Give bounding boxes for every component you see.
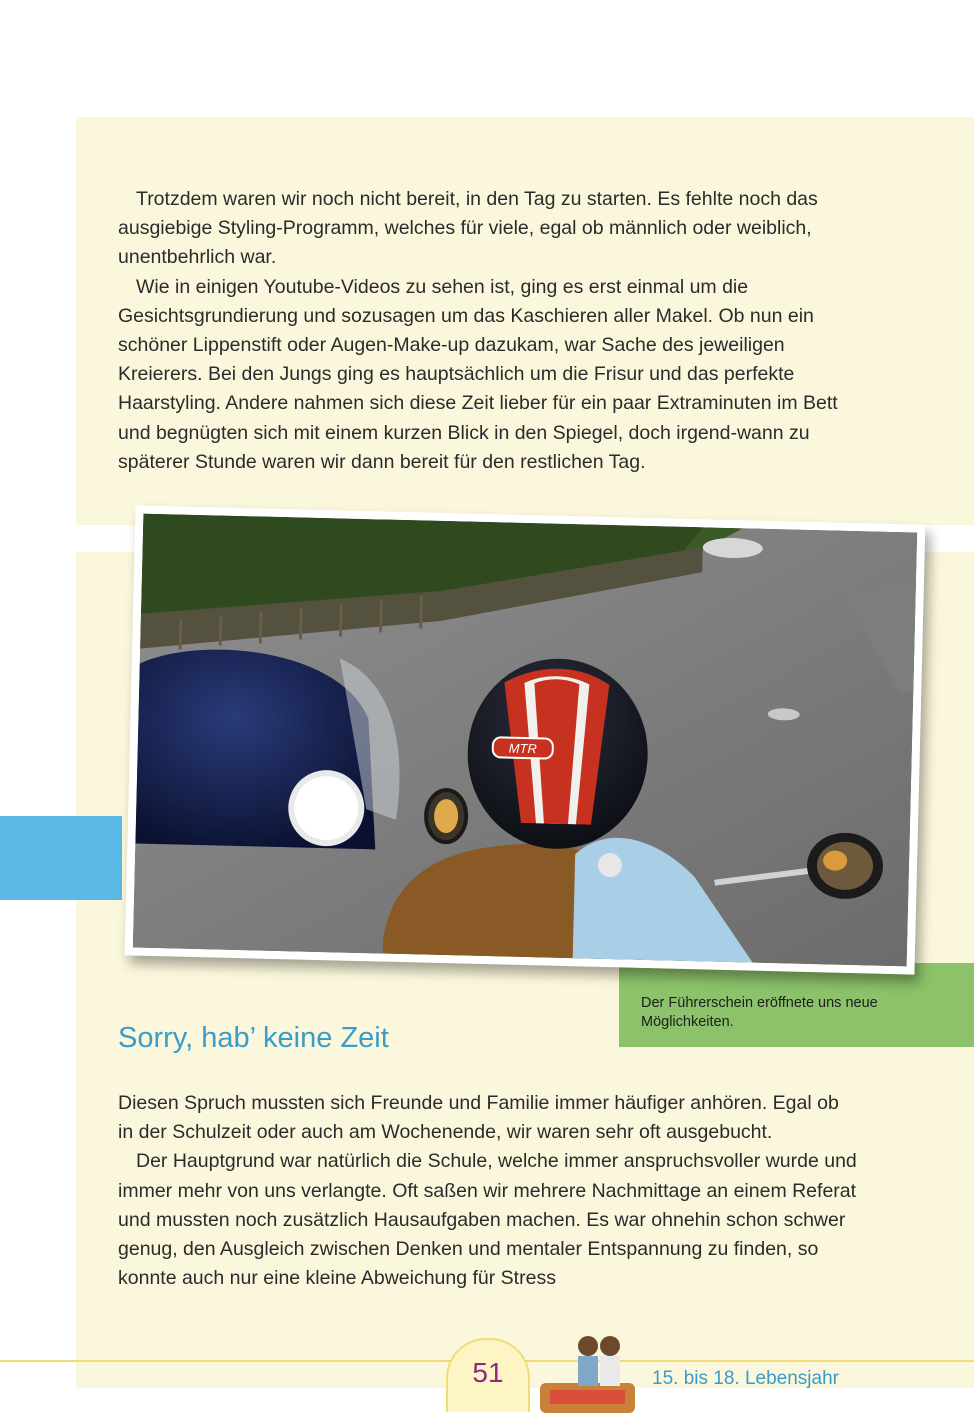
scooter-photo-image <box>133 514 917 967</box>
page-number: 51 <box>446 1338 530 1412</box>
helmet-logo: MTR <box>508 740 538 757</box>
body-paragraph-1: Diesen Spruch mussten sich Freunde und Familie immer häufiger anhören. Egal ob in der Schulzeit oder auch am Wochenende, wir waren sehr oft ausgebucht. <box>118 1092 839 1144</box>
intro-paragraph-1: Trotzdem waren wir noch nicht bereit, in den Tag zu starten. Es fehlte noch das ausgiebige Styling-Programm, welches für viele, egal ob männlich oder weiblich, unentbehrlich war. <box>118 188 818 269</box>
footer-kids-illustration <box>530 1328 650 1417</box>
blue-side-tab <box>0 816 122 900</box>
section-heading: Sorry, hab’ keine Zeit <box>118 1022 389 1054</box>
intro-paragraph-2: Wie in einigen Youtube-Videos zu sehen ist, ging es erst einmal um die Gesichtsgrundierung und sozusagen um das Kaschieren aller Makel. Ob nun ein schöner Lippenstift oder Augen-Make-up dazukam, war Sache des jeweiligen Kreierers. Bei den Jungs ging es hauptsächlich um die Frisur und das perfekte Haarstyling. Andere nahmen sich diese Zeit lieber für ein paar Extraminuten im Bett und begnügten sich mit einem kurzen Blick in den Spiegel, doch irgend-wann zu späterer Stunde waren wir dann bereit für den restlichen Tag. <box>118 275 838 473</box>
body-text <box>118 1089 858 1293</box>
caption-box <box>619 963 974 1047</box>
chapter-title: 15. bis 18. Lebensjahr <box>652 1368 839 1389</box>
intro-text <box>118 185 858 477</box>
photo-caption: Der Führerschein eröffnete uns neue Möglichkeiten. <box>641 995 878 1030</box>
body-paragraph-2: Der Hauptgrund war natürlich die Schule, welche immer anspruchsvoller wurde und immer mehr von uns verlangte. Oft saßen wir mehrere Nachmittage an einem Referat und mussten noch zusätzlich Hausaufgaben machen. Es war ohnehin schon schwer genug, den Ausgleich zwischen Denken und mentaler Entspannung zu finden, so konnte auch nur eine kleine Abweichung für Stress <box>118 1150 857 1290</box>
scooter-photo <box>125 505 926 974</box>
